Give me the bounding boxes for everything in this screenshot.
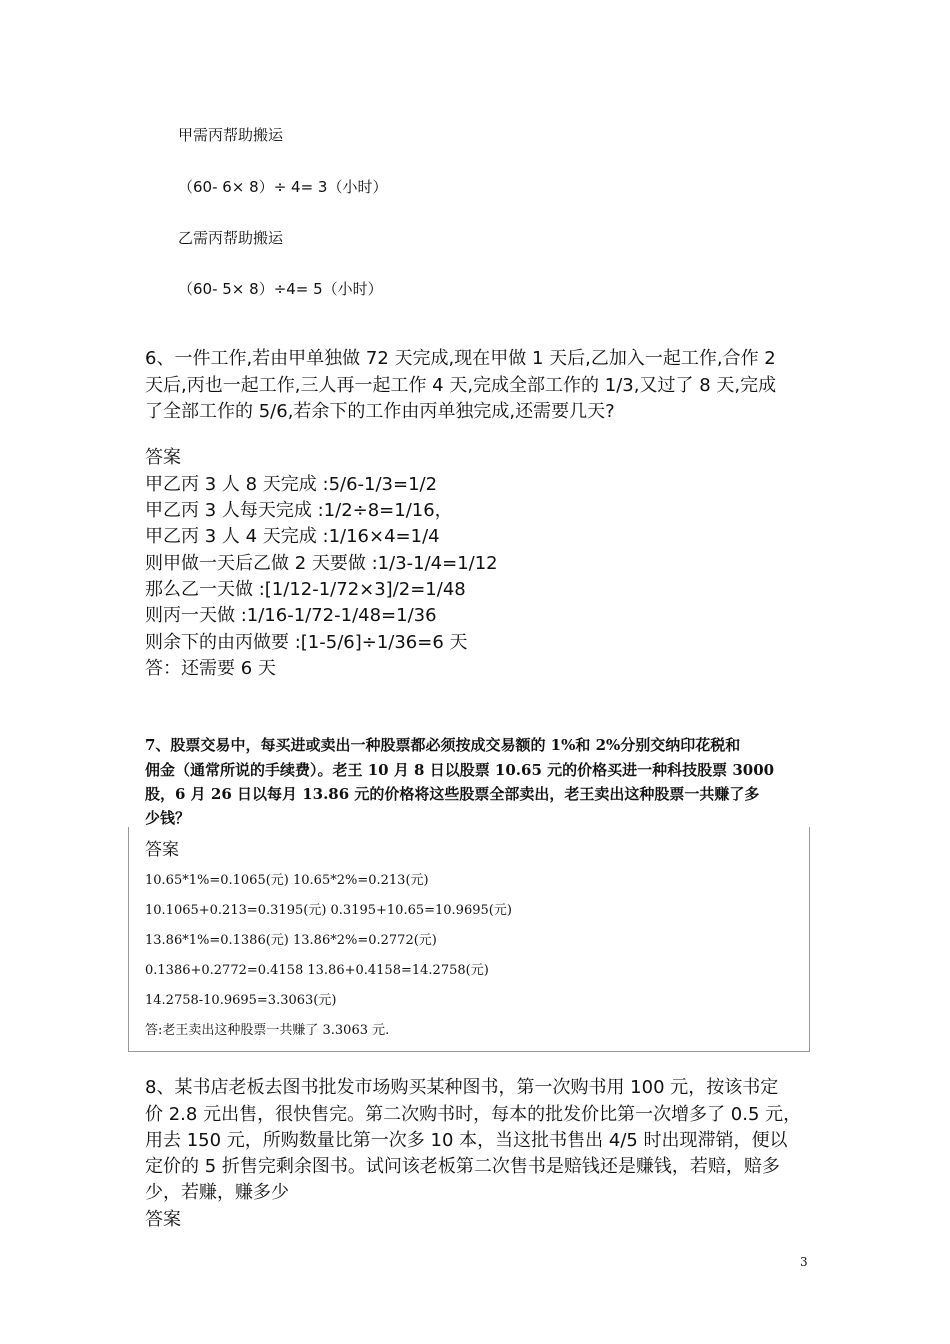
prev-line: （60- 5× 8）÷4= 5（小时） [178, 280, 383, 298]
q6-answer-line: 那么乙一天做 :[1/12-1/72×3]/2=1/48 [145, 579, 466, 600]
q6-answer-label: 答案 [145, 447, 181, 468]
q7-question-line: 股，6 月 26 日以每月 13.86 元的价格将这些股票全部卖出，老王卖出这种股票一共赚了多 [145, 785, 760, 803]
q6-question-line: 天后,丙也一起工作,三人再一起工作 4 天,完成全部工作的 1/3,又过了 8 天,完成 [145, 375, 777, 396]
q7-answer-line: 10.1065+0.213=0.3195(元) 0.3195+10.65=10.9695(元) [145, 903, 512, 918]
q7-answer-line: 10.65*1%=0.1065(元) 10.65*2%=0.213(元) [145, 873, 429, 888]
q7-answer-line: 0.1386+0.2772=0.4158 13.86+0.4158=14.2758(元) [145, 963, 489, 978]
q7-question-line: 佣金（通常所说的手续费）。老王 10 月 8 日以股票 10.65 元的价格买进一种科技股票 3000 [145, 761, 775, 779]
q6-answer-line: 则丙一天做 :1/16-1/72-1/48=1/36 [145, 605, 437, 626]
q6-answer-line: 甲乙丙 3 人 4 天完成 :1/16×4=1/4 [145, 526, 440, 547]
q7-question-line: 7、股票交易中，每买进或卖出一种股票都必须按成交易额的 1%和 2%分别交纳印花税和 [145, 736, 741, 754]
q6-question-line: 了全部工作的 5/6,若余下的工作由丙单独完成,还需要几天? [145, 401, 615, 422]
q6-answer-line: 则余下的由丙做要 :[1-5/6]÷1/36=6 天 [145, 632, 468, 653]
prev-line: 甲需丙帮助搬运 [178, 126, 284, 144]
q7-answer-line: 答:老王卖出这种股票一共赚了 3.3063 元. [145, 1023, 390, 1038]
q7-answer-label: 答案 [145, 840, 179, 860]
q6-answer-line: 则甲做一天后乙做 2 天要做 :1/3-1/4=1/12 [145, 553, 498, 574]
q8-question-line: 用去 150 元，所购数量比第一次多 10 本，当这批书售出 4/5 时出现滞销，便以 [145, 1130, 788, 1151]
prev-line: （60- 6× 8）÷ 4= 3（小时） [178, 178, 388, 196]
q6-answer-line: 甲乙丙 3 人每天完成 :1/2÷8=1/16， [145, 500, 453, 521]
page-number: 3 [800, 1255, 808, 1269]
q8-question-line: 8、某书店老板去图书批发市场购买某种图书，第一次购书用 100 元，按该书定 [145, 1077, 779, 1098]
q6-question-line: 6、一件工作,若由甲单独做 72 天完成,现在甲做 1 天后,乙加入一起工作,合作 2 [145, 348, 776, 369]
q7-question-line: 少钱？ [145, 809, 191, 827]
q8-question-line: 定价的 5 折售完剩余图书。试问该老板第二次售书是赔钱还是赚钱，若赔，赔多 [145, 1156, 780, 1177]
q8-question-line: 价 2.8 元出售，很快售完。第二次购书时，每本的批发价比第一次增多了 0.5 元， [145, 1104, 802, 1125]
q6-answer-line: 甲乙丙 3 人 8 天完成 :5/6-1/3=1/2 [145, 474, 438, 495]
q7-answer-line: 14.2758-10.9695=3.3063(元) [145, 993, 337, 1008]
q6-answer-line: 答：还需要 6 天 [145, 658, 276, 679]
prev-line: 乙需丙帮助搬运 [178, 229, 284, 247]
q8-answer-label: 答案 [145, 1209, 181, 1230]
q7-answer-line: 13.86*1%=0.1386(元) 13.86*2%=0.2772(元) [145, 933, 437, 948]
q8-question-line: 少，若赚，赚多少 [145, 1182, 289, 1203]
